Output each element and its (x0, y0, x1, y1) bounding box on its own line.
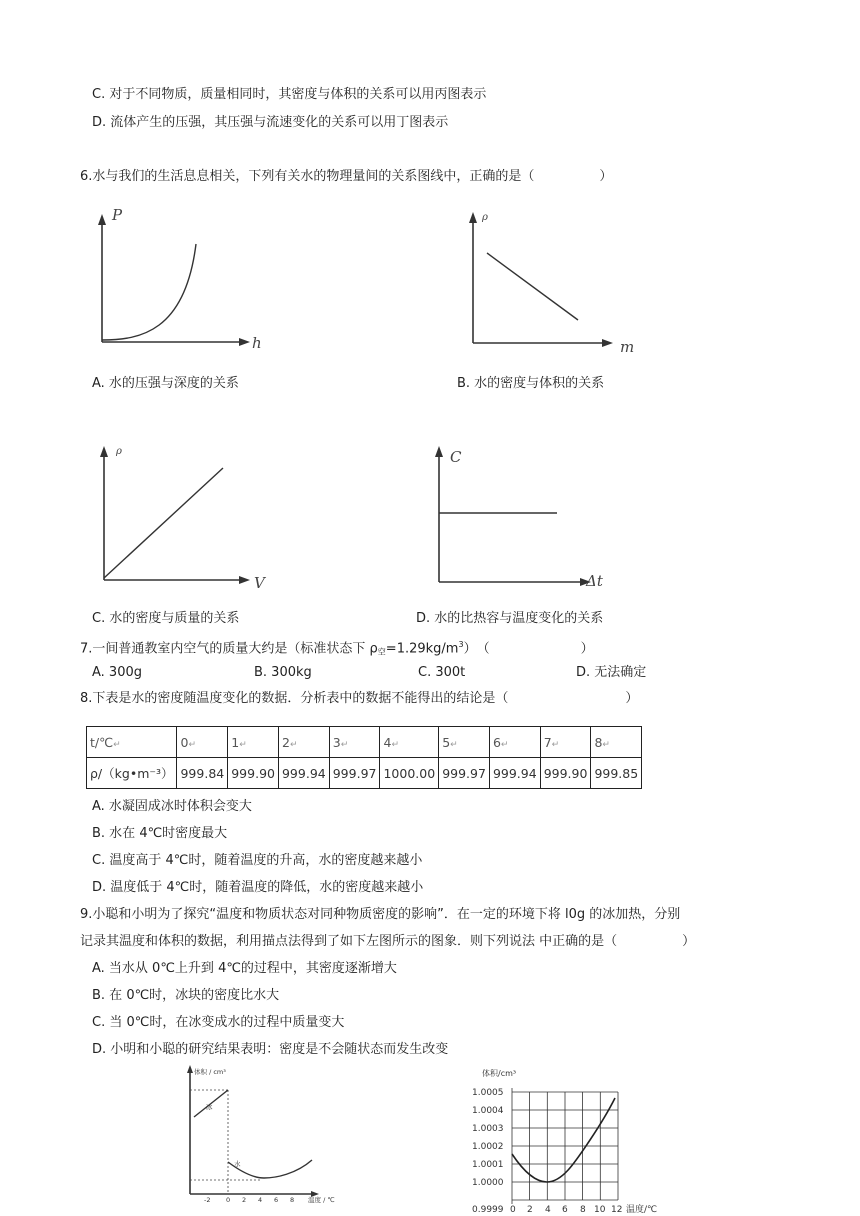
ice-label: 冰 (206, 1103, 213, 1111)
table-cell: 999.94 (489, 758, 540, 789)
svg-text:4: 4 (258, 1196, 263, 1204)
q6-stem: 6.水与我们的生活息息相关，下列有关水的物理量间的关系图线中，正确的是（ ） (80, 169, 613, 184)
table-cell: 999.85 (591, 758, 642, 789)
svg-text:1.0004: 1.0004 (472, 1106, 504, 1116)
left-graph-y-label: 体积 / cm³ (194, 1068, 226, 1076)
water-label: 水 (234, 1160, 241, 1168)
table-cell: 3↵ (329, 727, 380, 758)
table-cell: 6↵ (489, 727, 540, 758)
table-row (87, 758, 642, 789)
q8-stem: 8.下表是水的密度随温度变化的数据．分析表中的数据不能得出的结论是（ ） (80, 691, 639, 706)
svg-text:4: 4 (545, 1205, 551, 1215)
q9-option-a: A. 当水从 0℃上升到 4℃的过程中，其密度逐渐增大 (92, 961, 397, 976)
table-row (87, 727, 642, 758)
q6-caption-b: B. 水的密度与体积的关系 (457, 376, 605, 391)
right-graph-y-label: 体积/cm³ (482, 1069, 517, 1078)
q7-option-b: B. 300kg (254, 665, 312, 680)
density-table (86, 726, 642, 789)
svg-text:1.0000: 1.0000 (472, 1178, 504, 1188)
q9-option-b: B. 在 0℃时，冰块的密度比水大 (92, 988, 280, 1003)
svg-text:-2: -2 (204, 1196, 211, 1204)
svg-text:1.0002: 1.0002 (472, 1142, 504, 1152)
table-cell: 999.97 (439, 758, 490, 789)
q6-graph-b (460, 206, 640, 356)
q8-option-b: B. 水在 4℃时密度最大 (92, 826, 228, 841)
q7-option-c: C. 300t (418, 665, 466, 680)
table-cell: 999.94 (278, 758, 329, 789)
q9-left-graph (176, 1062, 346, 1202)
table-cell: 8↵ (591, 727, 642, 758)
table-cell: 5↵ (439, 727, 490, 758)
q6-caption-a: A. 水的压强与深度的关系 (92, 376, 239, 391)
q9-stem-line1: 9.小聪和小明为了探究“温度和物质状态对同种物质密度的影响”．在一定的环境下将 l0g 的冰加热，分别 (80, 907, 681, 922)
graph-a-x-label: h (252, 334, 262, 352)
svg-text:1.0005: 1.0005 (472, 1088, 504, 1098)
q9-stem-line2: 记录其温度和体积的数据，利用描点法得到了如下左图所示的图象．则下列说法 中正确的是（ ） (80, 934, 696, 949)
q6-graph-c (92, 440, 272, 592)
table-cell: 999.90 (540, 758, 591, 789)
q8-option-c: C. 温度高于 4℃时，随着温度的升高，水的密度越来越小 (92, 853, 423, 868)
q9-right-graph (470, 1068, 670, 1216)
graph-d-y-label: C (450, 448, 462, 466)
table-cell: 7↵ (540, 727, 591, 758)
prev-option-c: C. 对于不同物质，质量相同时，其密度与体积的关系可以用丙图表示 (92, 87, 487, 102)
graph-c-x-label: V (254, 574, 265, 592)
table-cell: 999.84 (177, 758, 228, 789)
svg-text:0: 0 (226, 1196, 231, 1204)
table-cell: 999.97 (329, 758, 380, 789)
table-header-temp: t/℃↵ (87, 727, 177, 758)
table-cell: 2↵ (278, 727, 329, 758)
q7-stem: 7.一间普通教室内空气的质量大约是（标准状态下 $\rho_空=1.29kg/m^3$） （ ） (80, 640, 594, 657)
svg-text:8: 8 (290, 1196, 295, 1204)
q8-option-d: D. 温度低于 4℃时，随着温度的降低，水的密度越来越小 (92, 880, 424, 895)
q9-option-d: D. 小明和小聪的研究结果表明：密度是不会随状态而发生改变 (92, 1042, 449, 1057)
q6-graph-a (90, 200, 260, 352)
graph-b-x-label: m (620, 338, 635, 356)
q6-caption-c: C. 水的密度与质量的关系 (92, 611, 240, 626)
right-graph-x-label: 温度/℃ (626, 1205, 658, 1215)
table-cell: 1↵ (228, 727, 279, 758)
q9-option-c: C. 当 0℃时，在冰变成水的过程中质量变大 (92, 1015, 345, 1030)
svg-text:12: 12 (611, 1205, 623, 1215)
graph-c-y-label: ρ (116, 446, 122, 457)
table-cell: 4↵ (380, 727, 439, 758)
q7-option-a: A. 300g (92, 665, 142, 680)
svg-text:1.0003: 1.0003 (472, 1124, 504, 1134)
graph-d-x-label: Δt (586, 572, 603, 590)
table-header-density: ρ/（kg•m⁻³） (87, 758, 177, 789)
table-cell: 1000.00 (380, 758, 439, 789)
svg-text:8: 8 (580, 1205, 586, 1215)
svg-text:10: 10 (594, 1205, 606, 1215)
prev-option-d: D. 流体产生的压强，其压强与流速变化的关系可以用丁图表示 (92, 115, 449, 130)
table-cell: 0↵ (177, 727, 228, 758)
graph-a-y-label: P (112, 206, 123, 224)
svg-text:6: 6 (274, 1196, 279, 1204)
svg-text:0.9999: 0.9999 (472, 1205, 504, 1215)
svg-text:0: 0 (510, 1205, 516, 1215)
q6-caption-d: D. 水的比热容与温度变化的关系 (416, 611, 604, 626)
q6-graph-d (428, 440, 618, 592)
svg-text:2: 2 (242, 1196, 247, 1204)
table-cell: 999.90 (228, 758, 279, 789)
svg-text:1.0001: 1.0001 (472, 1160, 504, 1170)
q8-option-a: A. 水凝固成冰时体积会变大 (92, 799, 252, 814)
svg-text:2: 2 (527, 1205, 533, 1215)
graph-b-y-label: ρ (482, 212, 488, 223)
left-graph-x-label: 温度 / ℃ (308, 1196, 335, 1204)
q7-option-d: D. 无法确定 (576, 665, 647, 680)
svg-text:6: 6 (562, 1205, 568, 1215)
